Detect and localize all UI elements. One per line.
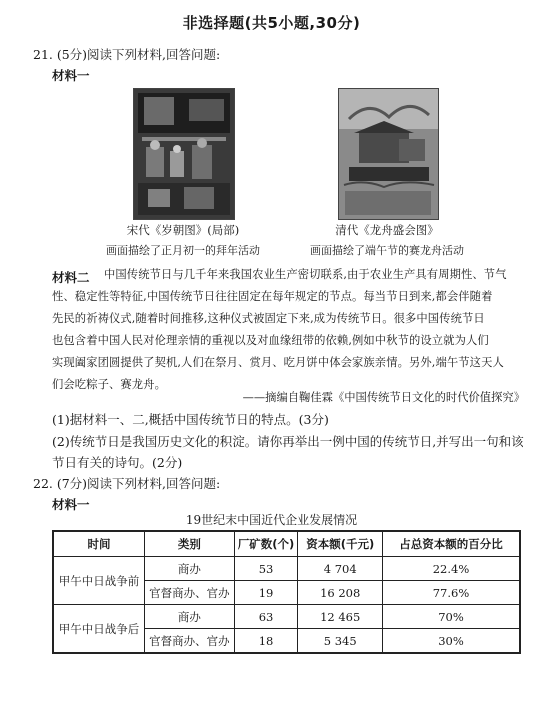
category-cell: 商办: [145, 605, 235, 629]
enterprise-table: [52, 530, 521, 654]
category-cell: 官督商办、官办: [145, 629, 235, 654]
category-cell: 官督商办、官办: [145, 581, 235, 605]
q22-prompt: 22. (7分)阅读下列材料,回答问题:: [33, 476, 221, 491]
q21-sub2-line1: (2)传统节日是我国历史文化的积淀。请你再举出一例中国的传统节日,并写出一句和该: [52, 434, 524, 449]
category-cell: 商办: [145, 557, 235, 581]
percent-cell: 77.6%: [383, 581, 520, 605]
painting-longzhou: [338, 88, 439, 220]
section-title: 非选择题(共5小题,30分): [182, 14, 361, 32]
table-header-row: [53, 531, 520, 557]
painting1-caption: 画面描绘了正月初一的拜年活动: [106, 244, 260, 257]
capital-cell: 4 704: [298, 557, 383, 581]
material2-line-2: 性、稳定性等特征,中国传统节日往往固定在每年规定的节点。每当节日到来,都会伴随着: [52, 290, 493, 303]
material2-line-1: 中国传统节日与几千年来我国农业生产密切联系,由于农业生产具有周期性、节气: [104, 268, 507, 281]
painting2-caption: 画面描绘了端午节的赛龙舟活动: [310, 244, 464, 257]
header-percent: 占总资本额的百分比: [383, 531, 520, 557]
count-cell: 63: [234, 605, 298, 629]
header-time: 时间: [53, 531, 145, 557]
material2-line-6: 们会吃粽子、赛龙舟。: [52, 378, 166, 391]
table-row: [53, 605, 520, 629]
q21-prompt: 21. (5分)阅读下列材料,回答问题:: [33, 47, 221, 62]
period-cell: 甲午中日战争后: [53, 605, 145, 654]
count-cell: 53: [234, 557, 298, 581]
painting-suichao: [133, 88, 235, 220]
percent-cell: 22.4%: [383, 557, 520, 581]
q21-material2-label: 材料二: [52, 270, 90, 285]
q21-sub1: (1)据材料一、二,概括中国传统节日的特点。(3分): [52, 412, 329, 427]
header-capital: 资本额(千元): [298, 531, 383, 557]
painting2-title: 清代《龙舟盛会图》: [335, 223, 439, 237]
count-cell: 18: [234, 629, 298, 654]
q21-sub2-line2: 节日有关的诗句。(2分): [52, 455, 183, 470]
table-row: [53, 557, 520, 581]
q21-material1-label: 材料一: [52, 68, 90, 83]
painting1-title: 宋代《岁朝图》(局部): [126, 223, 240, 237]
capital-cell: 5 345: [298, 629, 383, 654]
material2-line-4: 也包含着中国人民对伦理亲情的重视以及对血缘纽带的依赖,例如中秋节的设立就为人们: [52, 334, 489, 347]
percent-cell: 70%: [383, 605, 520, 629]
period-cell: 甲午中日战争前: [53, 557, 145, 605]
table-title: 19世纪末中国近代企业发展情况: [185, 513, 358, 527]
material2-line-5: 实现阖家团圆提供了契机,人们在祭月、赏月、吃月饼中体会家族亲情。另外,端午节这天人: [52, 356, 504, 369]
material2-line-3: 先民的祈祷仪式,随着时间推移,这种仪式被固定下来,成为传统节日。很多中国传统节日: [52, 312, 485, 325]
percent-cell: 30%: [383, 629, 520, 654]
q22-material1-label: 材料一: [52, 497, 90, 512]
painting-suichao-image: [134, 89, 234, 219]
material2-source: ——摘编自鞠佳霖《中国传统节日文化的时代价值探究》: [242, 391, 525, 404]
capital-cell: 16 208: [298, 581, 383, 605]
header-category: 类别: [145, 531, 235, 557]
count-cell: 19: [234, 581, 298, 605]
header-count: 厂矿数(个): [234, 531, 298, 557]
painting-longzhou-image: [339, 89, 438, 219]
capital-cell: 12 465: [298, 605, 383, 629]
